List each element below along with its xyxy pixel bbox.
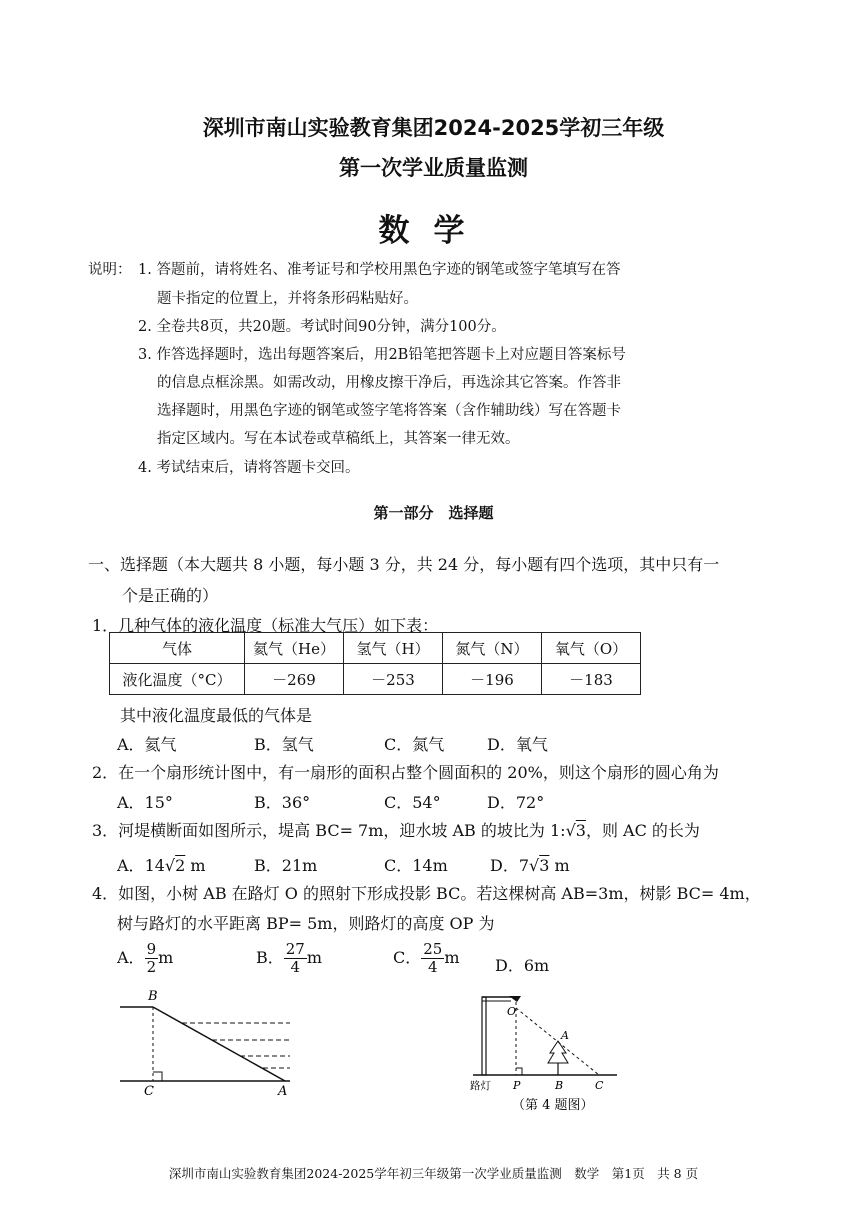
- question-1-stem: 1．几种气体的液化温度（标准大气压）如下表：: [92, 616, 439, 635]
- denominator: 4: [290, 958, 301, 976]
- gas-table: [109, 632, 641, 695]
- instruction-line: 1. 答题前，请将姓名、准考证号和学校用黑色字迹的钢笔或签字笔填写在答: [138, 262, 621, 278]
- sqrt-sign: √: [565, 821, 576, 840]
- option-d: D．72°: [487, 793, 545, 812]
- table-header: 气体: [110, 633, 245, 664]
- option-b: B．氢气: [254, 735, 314, 754]
- table-cell: －196: [443, 664, 542, 695]
- option-a: [117, 941, 173, 976]
- question-3-stem: [92, 818, 700, 841]
- numerator: 9: [146, 940, 157, 958]
- instruction-line: 指定区域内。写在本试卷或草稿纸上，其答案一律无效。: [157, 431, 520, 447]
- instruction-line: 题卡指定的位置上，并将条形码粘贴好。: [157, 291, 418, 307]
- label-o: O: [507, 1005, 517, 1018]
- radicand: 2: [175, 856, 186, 875]
- table-header: 氧气（O）: [542, 633, 641, 664]
- option-c: C．14m: [384, 856, 448, 875]
- table-header: 氦气（He）: [245, 633, 344, 664]
- label-b: B: [148, 989, 158, 1004]
- option-d: D．6m: [495, 956, 550, 975]
- sqrt-sign: √: [164, 856, 176, 875]
- page-footer: 深圳市南山实验教育集团2024-2025学年初三年级第一次学业质量监测 数学 第1页 共 8 页: [168, 1166, 699, 1181]
- embankment-figure: [100, 985, 300, 1100]
- table-header: 氢气（H）: [344, 633, 443, 664]
- instruction-line: 的信息点框涂黑。如需改动，用橡皮擦干净后，再选涂其它答案。作答非: [157, 375, 621, 391]
- option-label: D．: [490, 856, 519, 875]
- option-d: D．氧气: [487, 735, 548, 754]
- label-b: B: [555, 1079, 564, 1092]
- figure-caption: （第 4 题图）: [512, 1098, 594, 1113]
- table-cell: －253: [344, 664, 443, 695]
- fraction: [145, 941, 159, 976]
- unit: m: [444, 948, 460, 967]
- numerator: 25: [423, 940, 443, 958]
- label-c: C: [595, 1079, 604, 1092]
- option-b: B．36°: [254, 793, 311, 812]
- instructions-label: 说明：: [88, 262, 132, 278]
- street-lamp-figure: [465, 990, 625, 1115]
- radicand: 3: [575, 821, 586, 840]
- question-1-prompt: 其中液化温度最低的气体是: [120, 706, 313, 725]
- table-cell: －269: [245, 664, 344, 695]
- unit: m: [158, 948, 174, 967]
- sqrt-sign: √: [529, 856, 540, 875]
- unit: m: [306, 948, 323, 967]
- part-heading: 一、选择题（本大题共 8 小题，每小题 3 分，共 24 分，每小题有四个选项，其中只有一: [88, 555, 720, 574]
- question-4-stem-cont: 树与路灯的水平距离 BP= 5m，则路灯的高度 OP 为: [117, 914, 495, 933]
- fraction: [421, 941, 444, 976]
- stem-text: ，则 AC 的长为: [585, 821, 700, 840]
- question-4-stem: 4．如图，小树 AB 在路灯 O 的照射下形成投影 BC。若这棵树高 AB=3m，树影 BC= 4m，: [92, 884, 761, 903]
- instruction-line: 2. 全卷共8页，共20题。考试时间90分钟，满分100分。: [138, 319, 506, 335]
- unit: m: [185, 856, 206, 875]
- unit: m: [549, 856, 570, 875]
- lamp-pole: [482, 997, 486, 1075]
- option-a: A．15°: [117, 793, 173, 812]
- table-cell: 液化温度（°C）: [110, 664, 245, 695]
- denominator: 2: [146, 958, 157, 976]
- part-heading-cont: 个是正确的）: [122, 586, 219, 605]
- label-a: A: [561, 1029, 569, 1042]
- label-lamp: 路灯: [470, 1080, 491, 1092]
- instruction-line: 4. 考试结束后，请将答题卡交回。: [138, 460, 360, 476]
- option-c: [393, 941, 460, 976]
- question-2-stem: 2．在一个扇形统计图中，有一扇形的面积占整个圆面积的 20%，则这个扇形的圆心角为: [92, 763, 719, 782]
- label-p: P: [513, 1079, 521, 1092]
- tree-icon: [548, 1041, 568, 1063]
- option-c: C．氮气: [384, 735, 445, 754]
- label-c: C: [144, 1084, 154, 1099]
- numerator: 27: [285, 940, 305, 958]
- exam-title: 深圳市南山实验教育集团2024-2025学初三年级: [202, 116, 665, 140]
- option-label: A．: [117, 856, 145, 875]
- option-a: A．氦气: [117, 735, 177, 754]
- radicand: 3: [539, 856, 550, 875]
- option-a: [117, 853, 206, 876]
- option-label: C．: [393, 948, 422, 967]
- table-row: [110, 633, 641, 664]
- option-d: [490, 853, 570, 876]
- coefficient: 7: [518, 856, 530, 875]
- section-title: 第一部分 选择题: [373, 504, 494, 522]
- fraction: [284, 941, 307, 976]
- stem-text: 3．河堤横断面如图所示，堤高 BC= 7m，迎水坡 AB 的坡比为 1:: [92, 821, 566, 840]
- option-c: C．54°: [384, 793, 441, 812]
- option-label: A．: [117, 948, 145, 967]
- table-row: [110, 664, 641, 695]
- subject-title: 数学: [378, 213, 489, 249]
- instruction-line: 选择题时，用黑色字迹的钢笔或签字笔将答案（含作辅助线）写在答题卡: [157, 403, 621, 419]
- coefficient: 14: [144, 856, 165, 875]
- instruction-line: 3. 作答选择题时，选出每题答案后，用2B铅笔把答题卡上对应题目答案标号: [138, 347, 626, 363]
- option-b: [256, 941, 322, 976]
- option-label: B．: [256, 948, 284, 967]
- denominator: 4: [428, 958, 438, 976]
- exam-subtitle: 第一次学业质量监测: [339, 156, 528, 180]
- option-b: B．21m: [254, 856, 318, 875]
- label-a: A: [278, 1084, 288, 1099]
- table-cell: －183: [542, 664, 641, 695]
- table-header: 氮气（N）: [443, 633, 542, 664]
